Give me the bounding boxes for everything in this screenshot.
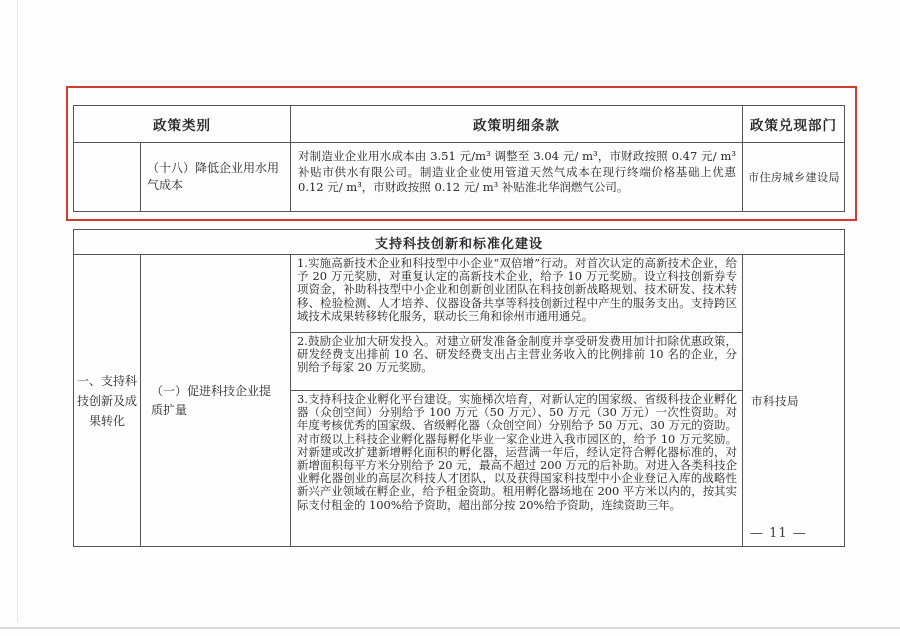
policy-department-18 — [743, 143, 844, 211]
header-policy-category: 政策类别 — [74, 106, 291, 143]
policy-item-3: 3.支持科技企业孵化平台建设。实施梯次培育，对新认定的国家级、省级科技企业孵化器（众创空间）分别给予 100 万元（50 万元）、50 万元（30 万元）一次性资助。对年度考核优秀的国家级、省级孵化器（众创空间）分别给予 50 万元、30 万元的资助。对市级以上科技企业孵化器每孵化毕业一家企业进入我市园区的，给予 10 万元奖励。对新建或改扩建新增孵化面积的孵化器，运营满一年后，经认定符合孵化器标准的，对新增面积每平方米分别给予 20 元，最高不超过 200 万元的后补助。对进入各类科技企业孵化器创业的高层次科技人才团队，以及获得国家科技型中小企业登记入库的战略性新兴产业领域在孵企业，给予租金资助。租用孵化器场地在 200 平方米以内的，按其实际支付租金的 100%给予资助，超出部分按 20%给予资助，连续资助三年。 — [291, 391, 743, 546]
department-label: 市住房城乡建设局 — [748, 171, 840, 184]
policy-item-2: 2.鼓励企业加大研发投入。对建立研发准备金制度并享受研发费用加计扣除优惠政策，研发经费支出排前 10 名、研发经费支出占主营业务收入的比例排前 10 名的企业，分别给予每家 20 万元奖励。 — [291, 333, 743, 391]
section-title: 支持科技创新和标准化建设 — [74, 230, 844, 255]
policy-table-main — [73, 229, 845, 547]
policy-category-18 — [141, 143, 291, 211]
header-policy-department: 政策兑现部门 — [743, 106, 844, 143]
page-number: — 11 — — [750, 526, 807, 541]
page-scan-left-edge — [17, 0, 18, 622]
policy-category-18-label: （十八）降低企业用水用气成本 — [147, 161, 280, 192]
header-policy-detail: 政策明细条款 — [291, 106, 743, 143]
section-body — [74, 255, 844, 546]
page-scan-bottom-edge — [0, 627, 900, 629]
empty-spacer-cell — [74, 143, 141, 211]
policy-table-top — [73, 105, 845, 212]
policy-item-1: 1.实施高新技术企业和科技型中小企业“双倍增”行动。对首次认定的高新技术企业，给予 20 万元奖励，对重复认定的高新技术企业，给予 10 万元奖励。设立科技创新券专项资金，补助科技型中小企业和创新创业团队在科技创新战略规划、技术研发、技术转移、检验检测、人才培养、仪器设备共享等科技创新过程中产生的服务支出。支持跨区域技术成果转移转化服务，联动长三角和徐州市通用通兑。 — [291, 255, 743, 333]
policy-detail-18: 对制造业企业用水成本由 3.51 元/m³ 调整至 3.04 元/ m³，市财政按照 0.47 元/ m³ 补贴市供水有限公司。制造业企业使用管道天然气成本在现行终端价格基础上优惠 0.12 元/ m³，市财政按照 0.12 元/ m³ 补贴淮北华润燃气公司。 — [291, 143, 743, 211]
section-department — [743, 255, 844, 546]
category-level1: 一、支持科技创新及成果转化 — [74, 255, 141, 546]
department-label: 市科技局 — [751, 393, 799, 408]
category-level2: （一）促进科技企业提质扩量 — [141, 255, 291, 546]
